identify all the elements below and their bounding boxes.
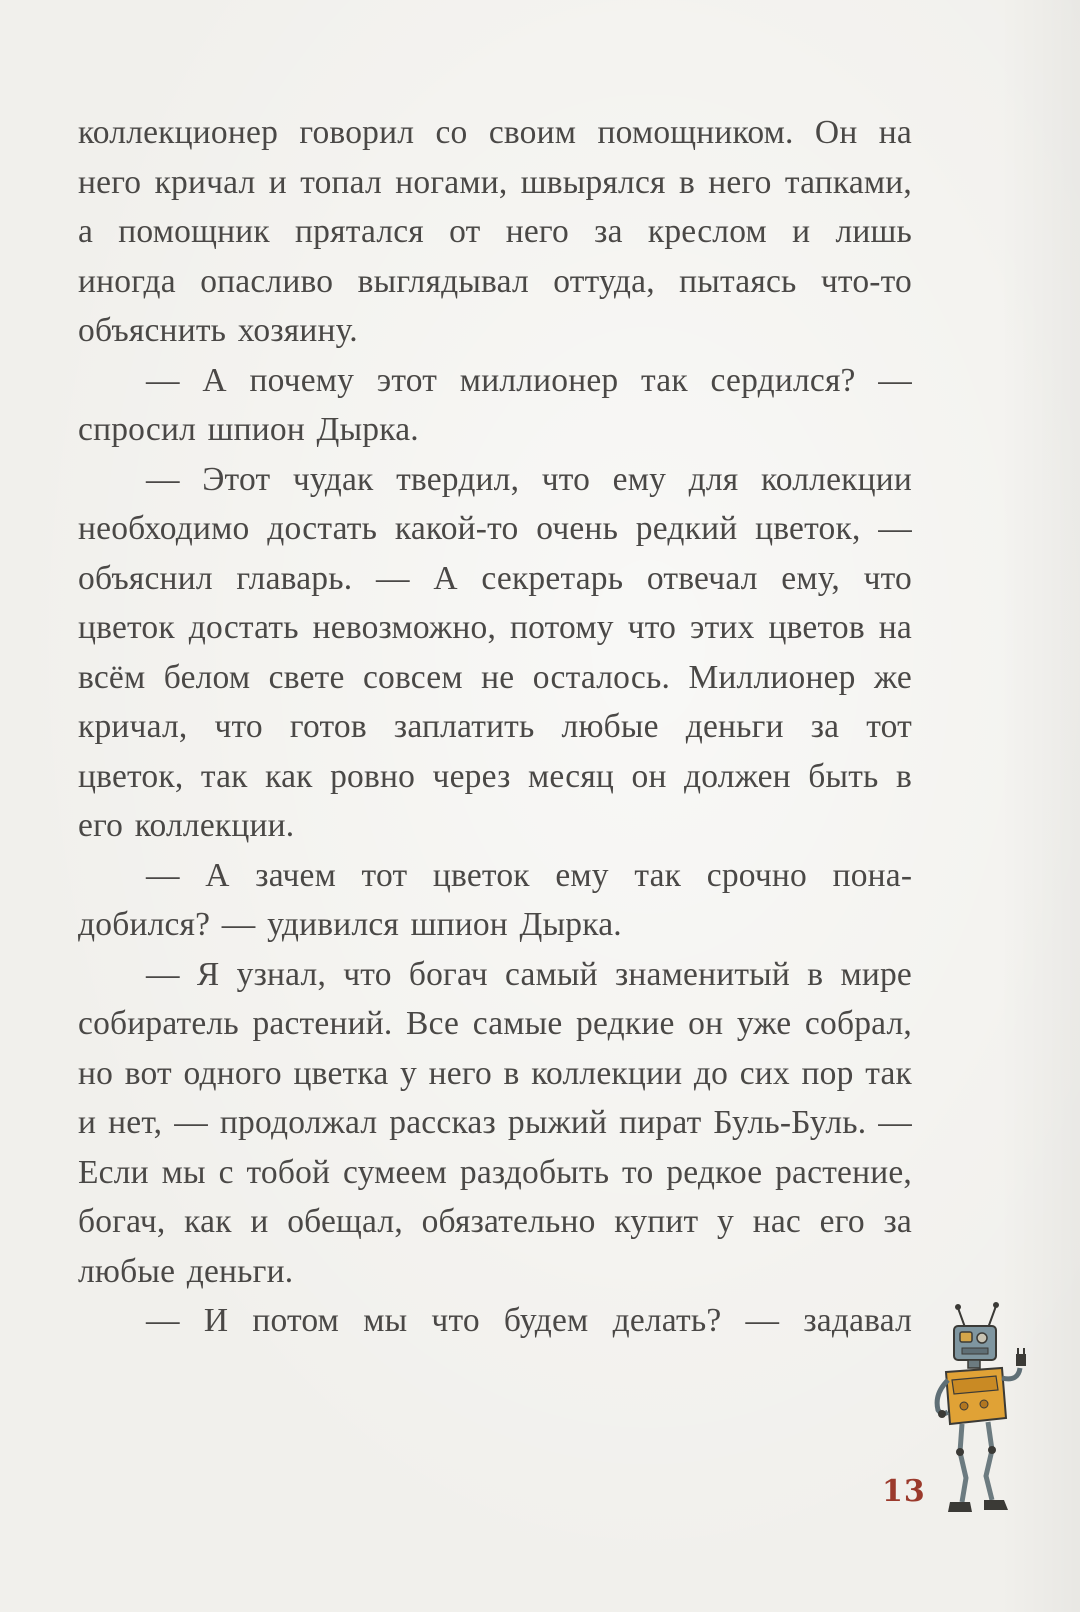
paragraph-dialogue: — И потом мы что будем делать? — задавал (146, 1302, 912, 1339)
paragraph-dialogue: — Этот чудак твердил, что ему для коллекции необходимо достать какой-то очень редкий цветок, — объяснил главарь. — А секретарь отвечал ему, что цветок достать невозможно, потому что этих цветов на всём белом свете совсем не осталось. Миллионер же кричал, что готов заплатить любые деньги за тот цветок, так как ровно через месяц он должен быть в его коллекции. (78, 460, 912, 844)
paragraph-dialogue: — А почему этот миллионер так сердился? — спросил шпион Дырка. (78, 361, 912, 448)
paragraph-continuation: коллекционер говорил со своим помощником. Он на него кричал и топал ногами, швырялся в него тапками, а помощник прятался от него за креслом и лишь иногда опасливо выглядывал оттуда, пытаясь что-то объяснить хозяину. (78, 114, 912, 349)
body-text (78, 108, 912, 1346)
paragraph-dialogue: — А зачем тот цветок ему так срочно понадобился? — удивился шпион Дырка. (78, 856, 912, 943)
paragraph-dialogue: — Я узнал, что богач самый знаменитый в мире собиратель растений. Все самые редкие он уже собрал, но вот одного цветка у него в коллекции до сих пор так и нет, — продолжал рассказ рыжий пират Буль-Буль. — Если мы с тобой сумеем раздобыть то редкое растение, богач, как и обещал, обязательно купит у нас его за любые деньги. (78, 955, 912, 1290)
page-number: 13 (882, 1474, 926, 1509)
robot-illustration (932, 1302, 1042, 1522)
